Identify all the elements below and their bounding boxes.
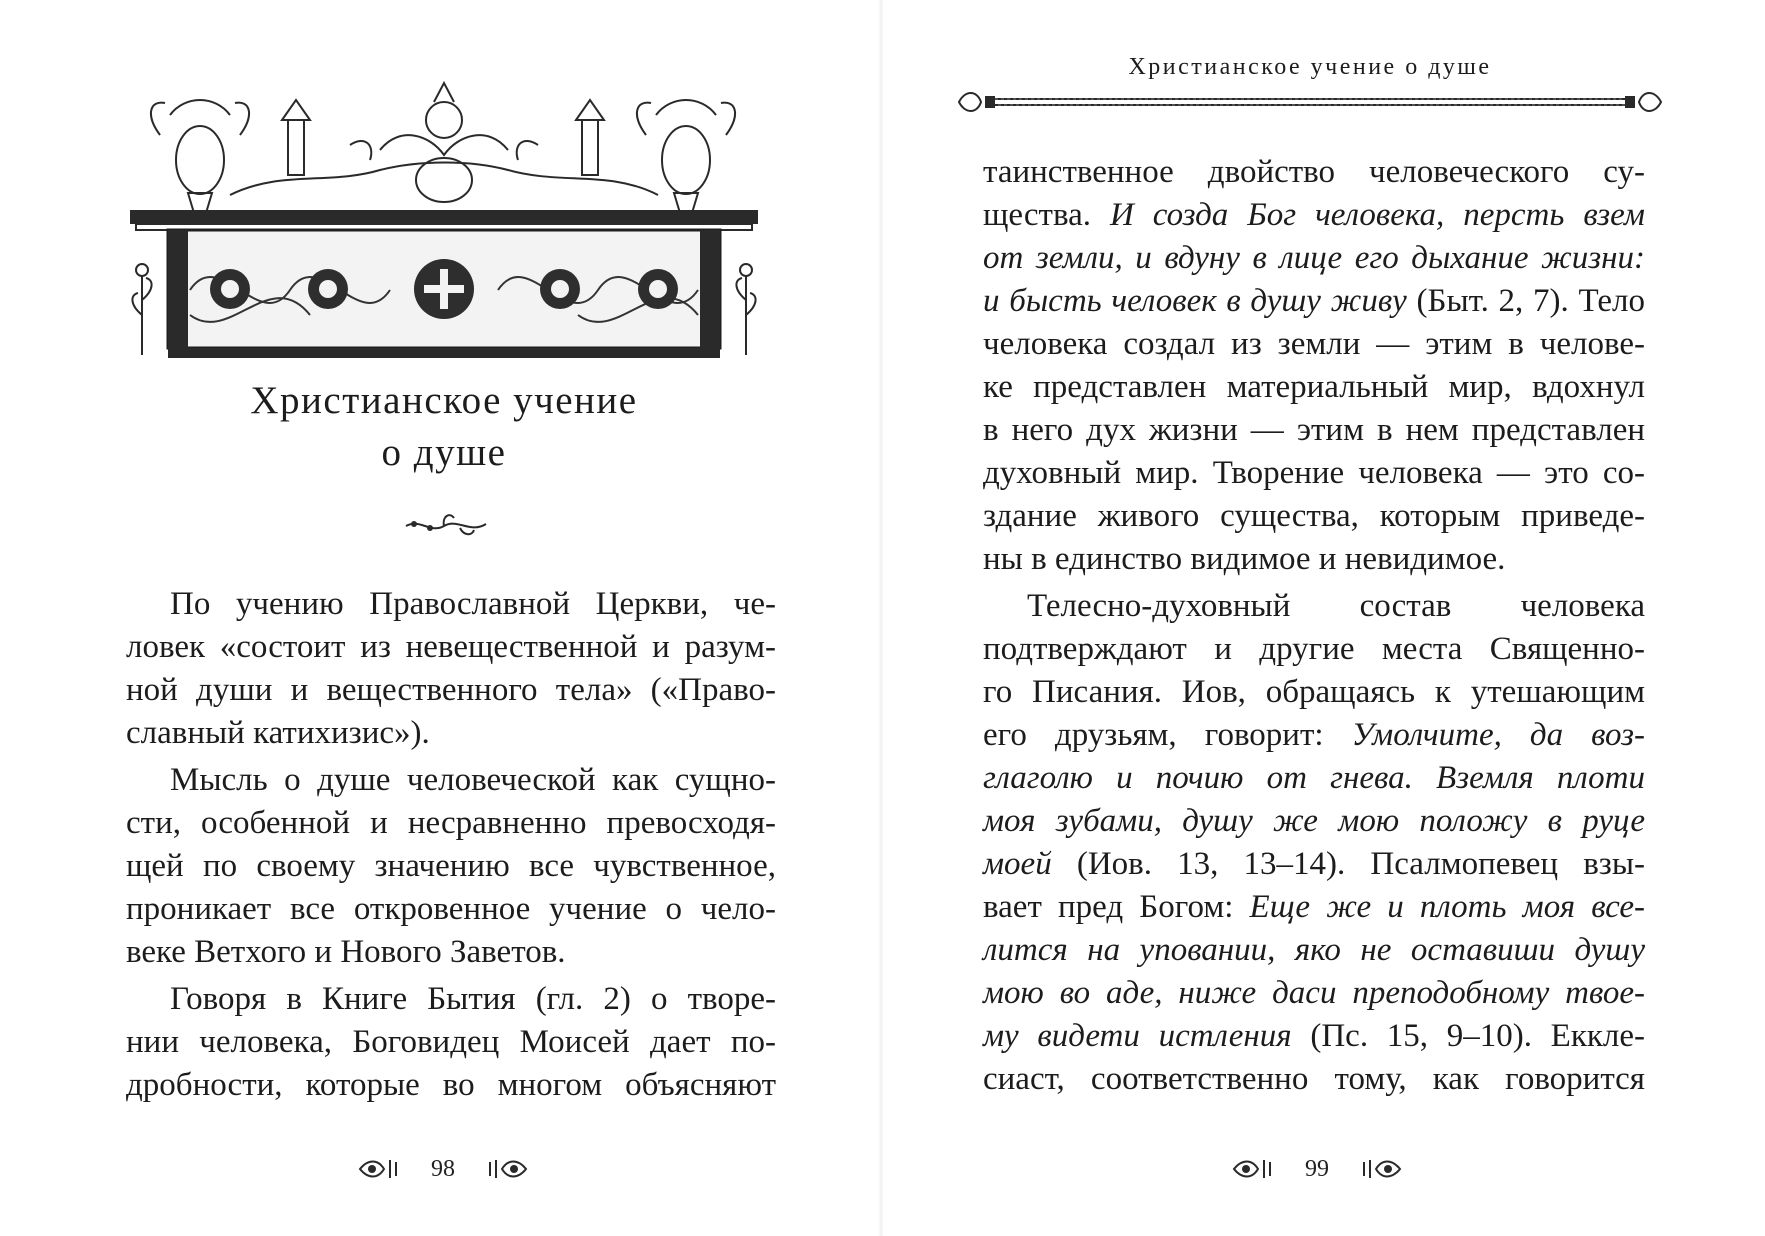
page-number-footer <box>1232 1152 1402 1186</box>
text-line <box>983 843 1645 886</box>
text-line: нии человека, Боговидец Моисей дает по- <box>126 1024 776 1060</box>
page-number: 98 <box>431 1155 455 1182</box>
scripture-quote: глаголю и почию от гнева. Вземля плоти <box>983 760 1645 796</box>
text-run: его друзьям, говорит: <box>983 717 1352 753</box>
text-line <box>983 280 1645 323</box>
text-line: человека создал из земли — этим в челове- <box>983 326 1645 362</box>
scripture-quote: моя зубами, душу же мою положу в руце <box>983 803 1645 839</box>
page-number: 99 <box>1305 1155 1329 1182</box>
text-line <box>983 886 1645 929</box>
scripture-quote: Умолчите, да воз- <box>1351 717 1645 753</box>
text-line <box>983 714 1645 757</box>
text-line: ной души и вещественного тела» («Право- <box>126 672 776 708</box>
text-run: вает пред Богом: <box>983 889 1250 925</box>
text-run: (Иов. 13, 13–14). Псалмопевец взы- <box>1051 846 1645 882</box>
text-line: в него дух жизни — этим в нем представлен <box>983 412 1645 448</box>
text-run: (Быт. 2, 7). Тело <box>1406 283 1645 319</box>
ornament-left-icon <box>1232 1156 1276 1182</box>
text-line <box>983 194 1645 237</box>
text-run: (Пс. 15, 9–10). Еккле- <box>1291 1018 1645 1054</box>
text-line: По учению Православной Церкви, че- <box>170 586 776 622</box>
text-line: сиаст, соответственно тому, как говорится <box>983 1061 1645 1097</box>
text-line: Говоря в Книге Бытия (гл. 2) о творе- <box>170 981 776 1017</box>
text-line <box>983 757 1645 800</box>
text-line: духовный мир. Творение человека — это со- <box>983 455 1645 491</box>
text-line: славный катихизис»). <box>126 715 430 751</box>
scripture-quote: от земли, и вдуну в лице его дыхание жизни: <box>983 240 1645 276</box>
text-line: Мысль о душе человеческой как сущно- <box>170 762 776 798</box>
text-line: щей по своему значению все чувственное, <box>126 848 776 884</box>
text-line <box>983 800 1645 843</box>
scripture-quote: му видети истления <box>983 1018 1292 1054</box>
right-body-text <box>983 151 1645 1101</box>
text-line: таинственное двойство человеческого су- <box>983 154 1645 190</box>
chapter-title-line-2: о душе <box>381 431 507 474</box>
text-line: подтверждают и другие места Священно- <box>983 631 1645 667</box>
ornament-right-icon <box>1358 1156 1402 1182</box>
text-line: дробности, которые во многом объясняют <box>126 1067 776 1103</box>
text-line: проникает все откровенное учение о чело- <box>126 891 776 927</box>
text-line <box>983 237 1645 280</box>
text-line: здание живого существа, которым приведе- <box>983 498 1645 534</box>
scripture-quote: лится на уповании, яко не оставиши душу <box>983 932 1645 968</box>
text-line: сти, особенной и несравненно превосходя- <box>126 805 776 841</box>
running-head: Христианское учение о душе <box>1128 54 1492 80</box>
text-line: веке Ветхого и Нового Заветов. <box>126 934 566 970</box>
text-run: щества. <box>983 197 1110 233</box>
text-line: ны в единство видимое и невидимое. <box>983 541 1506 577</box>
text-line: Телесно-духовный состав человека <box>1027 588 1645 624</box>
scripture-quote: моей <box>983 846 1052 882</box>
chapter-title-line-1: Христианское учение <box>250 379 638 422</box>
running-head-ornamental-rule <box>955 86 1665 118</box>
scripture-quote: и бысть человек в душу живу <box>983 283 1407 319</box>
scripture-quote: мою во аде, ниже даси преподобному твое- <box>983 975 1645 1011</box>
scripture-quote: И созда Бог человека, персть взем <box>1109 197 1645 233</box>
text-line <box>983 1015 1645 1058</box>
scripture-quote: Еще же и плоть моя все- <box>1249 889 1646 925</box>
text-line: ке представлен материальный мир, вдохнул <box>983 369 1645 405</box>
text-line: го Писания. Иов, обращаясь к утешающим <box>983 674 1645 710</box>
text-line <box>983 929 1645 972</box>
text-line: ловек «состоит из невещественной и разум- <box>126 629 776 665</box>
text-line <box>983 972 1645 1015</box>
